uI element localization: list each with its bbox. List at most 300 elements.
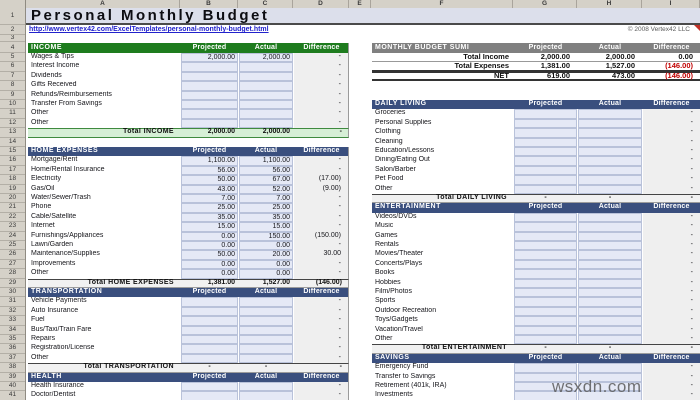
cell-projected-input[interactable] [181,72,238,81]
column-label-actual[interactable]: Actual [598,43,622,51]
section-title[interactable]: ENTERTAINMENT [375,203,441,211]
cell-label[interactable]: Sports [375,297,396,305]
cell-actual-input[interactable] [578,213,642,222]
column-label-difference[interactable]: Difference [303,147,340,154]
cell-difference[interactable]: (17.00) [294,175,349,184]
cell-label[interactable]: Other [31,269,49,277]
cell-actual-input[interactable]: 0.00 [239,241,293,250]
cell-label[interactable]: Salon/Barber [375,165,416,173]
cell-label[interactable]: Registration/License [31,344,95,352]
column-label-actual[interactable]: Actual [598,353,622,361]
cell-actual-input[interactable] [239,81,293,90]
section-title[interactable]: HEALTH [31,372,62,380]
cell-actual-input[interactable] [578,175,642,184]
cell-difference[interactable]: - [643,241,700,250]
row-header-34[interactable]: 34 [0,326,25,335]
cell-label[interactable]: Concerts/Plays [375,259,423,267]
section-title[interactable]: HOME EXPENSES [31,147,99,154]
cell-actual-input[interactable] [239,316,293,325]
cell-projected-input[interactable] [514,279,577,288]
cell-actual-input[interactable] [239,344,293,353]
cell-label[interactable]: Education/Lessons [375,147,435,154]
cell-projected-input[interactable] [181,109,238,118]
cell-label[interactable]: Games [375,231,398,239]
cell-label[interactable]: Hobbies [375,278,401,286]
cell-difference[interactable]: - [643,288,700,297]
cell-difference[interactable]: - [643,382,700,391]
cell-difference[interactable]: - [294,344,349,353]
cell-projected-input[interactable] [181,81,238,90]
cell-actual-input[interactable] [239,62,293,71]
cell-label[interactable]: Emergency Fund [375,363,429,371]
total-difference[interactable]: - [690,344,693,352]
cell-actual-input[interactable] [578,288,642,297]
cell-label[interactable]: Books [375,269,395,277]
cell-label[interactable]: Doctor/Dentist [31,391,76,399]
cell-label[interactable]: Cable/Satellite [31,212,77,220]
cell-label[interactable]: Other [375,335,393,342]
cell-projected-input[interactable] [514,250,577,259]
cell-projected-input[interactable] [514,119,577,128]
row-header-19[interactable]: 19 [0,185,25,194]
cell-difference[interactable]: - [643,363,700,372]
cell-projected-input[interactable] [514,156,577,165]
cell-label[interactable]: Investments [375,391,413,399]
page-title[interactable]: Personal Monthly Budget [26,8,700,25]
total-difference[interactable]: - [690,194,693,201]
cell-actual-input[interactable] [578,232,642,241]
cell-actual-input[interactable] [239,307,293,316]
cell-actual-input[interactable] [239,72,293,81]
cell-projected-input[interactable]: 43.00 [181,185,238,194]
cell-difference[interactable]: - [643,109,700,118]
cell-label[interactable]: Other [31,109,49,117]
cell-difference[interactable]: - [643,175,700,184]
total-difference[interactable]: - [339,128,342,136]
summary-actual[interactable]: 2,000.00 [605,53,635,61]
column-label-projected[interactable]: Projected [528,203,563,211]
cell-projected-input[interactable]: 0.00 [181,232,238,241]
cell-difference[interactable]: - [294,241,349,250]
cell-projected-input[interactable]: 0.00 [181,260,238,269]
section-title[interactable]: SAVINGS [375,353,410,361]
cell-label[interactable]: Vehicle Payments [31,297,87,305]
cell-projected-input[interactable] [181,62,238,71]
cell-actual-input[interactable] [239,326,293,335]
cell-projected-input[interactable] [181,354,238,363]
cell-difference[interactable]: - [643,307,700,316]
cell-projected-input[interactable] [181,91,238,100]
cell-difference[interactable]: - [643,119,700,128]
column-label-difference[interactable]: Difference [653,100,690,107]
cell-actual-input[interactable]: 52.00 [239,185,293,194]
section-title[interactable]: MONTHLY BUDGET SUMI [375,43,470,51]
cell-difference[interactable]: (9.00) [294,185,349,194]
cell-actual-input[interactable] [239,91,293,100]
cell-label[interactable]: Toys/Gadgets [375,316,418,324]
cell-projected-input[interactable] [181,307,238,316]
cell-actual-input[interactable] [578,222,642,231]
column-label-actual[interactable]: Actual [254,288,278,295]
cell-projected-input[interactable]: 2,000.00 [181,53,238,62]
column-header-c[interactable]: C [238,0,293,8]
cell-label[interactable]: Interest Income [31,62,80,70]
total-actual[interactable]: - [608,344,612,352]
cell-actual-input[interactable]: 0.00 [239,260,293,269]
cell-difference[interactable]: - [643,166,700,175]
row-header-29[interactable]: 29 [0,279,25,288]
total-label[interactable]: Total INCOME [123,128,174,136]
total-actual[interactable]: - [608,194,612,201]
cell-projected-input[interactable] [514,307,577,316]
cell-difference[interactable]: - [643,279,700,288]
cell-label[interactable]: Other [31,353,49,361]
cell-projected-input[interactable] [514,128,577,137]
cell-actual-input[interactable] [578,269,642,278]
cell-difference[interactable]: - [294,53,349,62]
cell-label[interactable]: Transfer From Savings [31,100,102,107]
cell-actual-input[interactable]: 15.00 [239,222,293,231]
cell-label[interactable]: Dining/Eating Out [375,156,430,164]
total-label[interactable]: Total HOME EXPENSES [87,278,174,286]
cell-label[interactable]: Vacation/Travel [375,325,423,333]
cell-actual-input[interactable] [578,326,642,335]
cell-difference[interactable]: - [643,222,700,231]
cell-projected-input[interactable] [514,241,577,250]
cell-label[interactable]: Outdoor Recreation [375,306,437,314]
cell-actual-input[interactable] [578,119,642,128]
cell-projected-input[interactable] [514,316,577,325]
cell-actual-input[interactable] [578,316,642,325]
cell-difference[interactable]: - [294,297,349,306]
cell-label[interactable]: Lawn/Garden [31,241,74,248]
cell-difference[interactable]: - [643,326,700,335]
cell-actual-input[interactable]: 67.00 [239,175,293,184]
row-header-4[interactable]: 4 [0,43,25,54]
row-header-40[interactable]: 40 [0,382,25,391]
row-header-30[interactable]: 30 [0,288,25,297]
column-header-h[interactable]: H [577,0,642,8]
cell-label[interactable]: Wages & Tips [31,53,74,60]
cell-actual-input[interactable] [239,119,293,128]
column-label-actual[interactable]: Actual [254,147,278,154]
total-label[interactable]: Total DAILY LIVING [436,194,507,201]
cell-projected-input[interactable] [181,382,238,391]
column-label-projected[interactable]: Projected [528,353,563,361]
cell-difference[interactable]: (150.00) [294,232,349,241]
row-header-31[interactable]: 31 [0,297,25,306]
cell-difference[interactable]: - [643,138,700,147]
cell-actual-input[interactable] [239,297,293,306]
cell-label[interactable]: Pet Food [375,175,404,183]
cell-label[interactable]: Internet [31,222,55,230]
cell-difference[interactable]: - [294,260,349,269]
cell-difference[interactable]: - [294,391,349,400]
total-projected[interactable]: - [208,363,211,371]
total-projected[interactable]: - [544,194,547,201]
section-title[interactable]: DAILY LIVING [375,100,427,107]
row-header-11[interactable]: 11 [0,109,25,118]
cell-projected-input[interactable] [181,316,238,325]
cell-difference[interactable]: - [294,194,349,203]
total-actual[interactable]: 1,527.00 [262,278,290,286]
row-header-16[interactable]: 16 [0,156,25,165]
cell-actual-input[interactable] [239,109,293,118]
cell-difference[interactable]: - [294,335,349,344]
cell-difference[interactable]: - [294,354,349,363]
cell-difference[interactable]: - [643,156,700,165]
cell-label[interactable]: Film/Photos [375,288,412,295]
row-header-2[interactable]: 2 [0,25,25,35]
cell-projected-input[interactable] [181,297,238,306]
cell-actual-input[interactable] [578,241,642,250]
cell-actual-input[interactable] [239,354,293,363]
cell-difference[interactable]: - [294,213,349,222]
row-header-32[interactable]: 32 [0,307,25,316]
cell-actual-input[interactable] [578,335,642,344]
cell-projected-input[interactable] [514,326,577,335]
total-projected[interactable]: - [544,344,547,352]
cell-label[interactable]: Mortgage/Rent [31,156,78,164]
cell-label[interactable]: Cleaning [375,137,403,145]
column-label-projected[interactable]: Projected [192,288,227,295]
cell-actual-input[interactable]: 35.00 [239,213,293,222]
cell-difference[interactable]: 30.00 [294,250,349,259]
cell-actual-input[interactable]: 150.00 [239,232,293,241]
row-header-15[interactable]: 15 [0,147,25,156]
cell-actual-input[interactable]: 7.00 [239,194,293,203]
cell-difference[interactable]: - [643,260,700,269]
copyright-text[interactable]: © 2008 Vertex42 LLC [627,26,690,33]
summary-label[interactable]: Total Income [463,53,509,61]
column-label-projected[interactable]: Projected [528,100,563,107]
column-label-actual[interactable]: Actual [598,100,622,107]
cell-difference[interactable]: - [294,91,349,100]
cell-projected-input[interactable] [514,166,577,175]
cell-projected-input[interactable] [514,222,577,231]
cell-difference[interactable]: - [294,269,349,278]
cell-label[interactable]: Groceries [375,109,406,117]
summary-actual[interactable]: 473.00 [612,71,635,80]
cell-projected-input[interactable] [514,109,577,118]
cell-actual-input[interactable] [578,128,642,137]
cell-projected-input[interactable] [514,185,577,194]
select-all-corner[interactable] [0,0,26,8]
row-header-13[interactable]: 13 [0,128,25,137]
row-header-25[interactable]: 25 [0,241,25,250]
cell-label[interactable]: Clothing [375,128,401,136]
section-title[interactable]: INCOME [31,43,62,51]
cell-difference[interactable]: - [643,297,700,306]
cell-label[interactable]: Electricity [31,175,61,183]
cell-label[interactable]: Retirement (401k, IRA) [375,382,447,389]
total-difference[interactable]: (146.00) [315,278,342,286]
row-header-12[interactable]: 12 [0,119,25,128]
cell-difference[interactable]: - [643,213,700,222]
cell-actual-input[interactable] [239,335,293,344]
cell-label[interactable]: Transfer to Savings [375,372,436,380]
column-header-g[interactable]: G [513,0,577,8]
cell-label[interactable]: Rentals [375,241,399,248]
cell-actual-input[interactable] [578,156,642,165]
column-label-projected[interactable]: Projected [192,147,227,154]
column-label-difference[interactable]: Difference [653,43,690,51]
cell-actual-input[interactable] [578,138,642,147]
summary-difference[interactable]: 0.00 [678,53,693,61]
cell-label[interactable]: Dividends [31,71,62,79]
cell-projected-input[interactable] [514,213,577,222]
row-header-36[interactable]: 36 [0,344,25,353]
column-label-difference[interactable]: Difference [303,372,340,380]
cell-label[interactable]: Gas/Oil [31,184,55,192]
cell-difference[interactable]: - [294,119,349,128]
cell-label[interactable]: Other [375,184,393,192]
row-header-35[interactable]: 35 [0,335,25,344]
cell-difference[interactable]: - [643,335,700,344]
row-header-18[interactable]: 18 [0,175,25,184]
summary-projected[interactable]: 2,000.00 [540,53,570,61]
cell-actual-input[interactable] [578,166,642,175]
cell-difference[interactable]: - [294,166,349,175]
row-header-7[interactable]: 7 [0,72,25,81]
cell-difference[interactable]: - [294,307,349,316]
cell-actual-input[interactable] [239,100,293,109]
row-header-27[interactable]: 27 [0,260,25,269]
cell-projected-input[interactable] [181,119,238,128]
cell-projected-input[interactable]: 0.00 [181,269,238,278]
column-label-difference[interactable]: Difference [303,288,340,295]
row-header-26[interactable]: 26 [0,250,25,259]
column-header-i[interactable]: I [642,0,700,8]
total-difference[interactable]: - [339,363,342,371]
total-projected[interactable]: 1,381.00 [207,278,235,286]
row-header-10[interactable]: 10 [0,100,25,109]
cell-actual-input[interactable] [239,391,293,400]
column-header-f[interactable]: F [371,0,513,8]
cell-difference[interactable]: - [294,62,349,71]
cell-projected-input[interactable] [181,100,238,109]
cell-actual-input[interactable] [239,382,293,391]
cell-projected-input[interactable]: 7.00 [181,194,238,203]
cell-projected-input[interactable]: 56.00 [181,166,238,175]
cell-difference[interactable]: - [294,326,349,335]
row-header-6[interactable]: 6 [0,62,25,71]
cell-difference[interactable]: - [643,232,700,241]
row-header-39[interactable]: 39 [0,373,25,382]
cell-projected-input[interactable] [181,344,238,353]
section-title[interactable]: TRANSPORTATION [31,288,103,295]
cell-actual-input[interactable] [578,307,642,316]
column-label-actual[interactable]: Actual [254,43,278,51]
cell-difference[interactable]: - [643,391,700,400]
cell-label[interactable]: Furnishings/Appliances [31,231,104,239]
cell-actual-input[interactable] [578,250,642,259]
cell-actual-input[interactable] [578,185,642,194]
column-header-e[interactable]: E [349,0,371,8]
cell-projected-input[interactable]: 1,100.00 [181,156,238,165]
column-label-projected[interactable]: Projected [192,43,227,51]
cell-actual-input[interactable] [578,363,642,372]
total-label[interactable]: Total TRANSPORTATION [83,363,174,371]
cell-label[interactable]: Videos/DVDs [375,212,417,220]
total-actual[interactable]: 2,000.00 [262,128,290,136]
cell-projected-input[interactable]: 25.00 [181,203,238,212]
cell-label[interactable]: Auto Insurance [31,306,79,314]
cell-label[interactable]: Home/Rental Insurance [31,165,105,173]
cell-label[interactable]: Improvements [31,259,76,267]
cell-label[interactable]: Fuel [31,316,45,324]
row-header-37[interactable]: 37 [0,354,25,363]
column-label-difference[interactable]: Difference [653,203,690,211]
cell-projected-input[interactable]: 50.00 [181,250,238,259]
summary-label[interactable]: Total Expenses [454,62,509,71]
cell-projected-input[interactable]: 0.00 [181,241,238,250]
row-header-8[interactable]: 8 [0,81,25,90]
cell-label[interactable]: Maintenance/Supplies [31,250,100,258]
row-header-24[interactable]: 24 [0,232,25,241]
cell-difference[interactable]: - [294,81,349,90]
cell-actual-input[interactable] [578,297,642,306]
cell-difference[interactable]: - [643,147,700,156]
cell-label[interactable]: Refunds/Reimbursements [31,90,112,98]
column-header-d[interactable]: D [293,0,349,8]
cell-label[interactable]: Music [375,222,394,230]
cell-projected-input[interactable] [514,335,577,344]
column-header-a[interactable]: A [26,0,180,8]
cell-projected-input[interactable] [514,232,577,241]
cell-actual-input[interactable] [578,260,642,269]
total-actual[interactable]: - [264,363,268,371]
row-header-23[interactable]: 23 [0,222,25,231]
row-header-14[interactable]: 14 [0,138,25,147]
cell-projected-input[interactable]: 15.00 [181,222,238,231]
cell-difference[interactable]: - [294,316,349,325]
template-url-link[interactable]: http://www.vertex42.com/ExcelTemplates/personal-monthly-budget.html [29,26,269,33]
column-label-difference[interactable]: Difference [303,43,340,51]
row-header-17[interactable]: 17 [0,166,25,175]
summary-label[interactable]: NET [494,71,509,80]
total-label[interactable]: Total ENTERTAINMENT [421,344,507,352]
cell-difference[interactable]: - [294,382,349,391]
cell-difference[interactable]: - [643,316,700,325]
column-label-projected[interactable]: Projected [192,372,227,380]
cell-difference[interactable]: - [643,250,700,259]
summary-actual[interactable]: 1,527.00 [605,62,635,71]
cell-projected-input[interactable] [514,297,577,306]
cell-actual-input[interactable] [578,279,642,288]
column-label-projected[interactable]: Projected [528,43,563,51]
cell-label[interactable]: Bus/Taxi/Train Fare [31,325,92,333]
cell-difference[interactable]: - [294,100,349,109]
cell-projected-input[interactable]: 35.00 [181,213,238,222]
cell-label[interactable]: Phone [31,203,52,211]
cell-difference[interactable]: - [643,269,700,278]
cell-difference[interactable]: - [294,222,349,231]
column-header-b[interactable]: B [180,0,238,8]
cell-actual-input[interactable]: 1,100.00 [239,156,293,165]
cell-actual-input[interactable]: 0.00 [239,269,293,278]
column-label-actual[interactable]: Actual [598,203,622,211]
row-header-3[interactable]: 3 [0,35,25,42]
row-header-5[interactable]: 5 [0,53,25,62]
cell-difference[interactable]: - [294,72,349,81]
cell-projected-input[interactable] [514,363,577,372]
row-header-41[interactable]: 41 [0,391,25,400]
summary-difference[interactable]: (146.00) [665,62,693,71]
cell-difference[interactable]: - [294,156,349,165]
cell-label[interactable]: Movies/Theater [375,250,424,258]
cell-label[interactable]: Repairs [31,335,56,342]
